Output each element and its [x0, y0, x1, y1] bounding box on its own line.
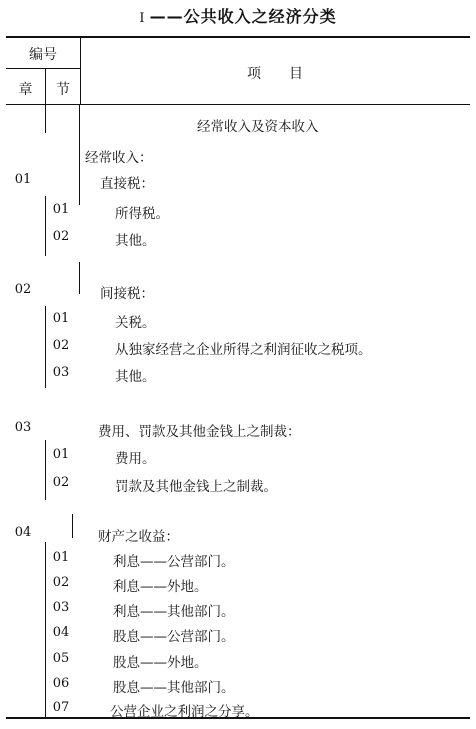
header-item: 项 目 [247, 66, 303, 82]
row-chapter: 01 [14, 172, 32, 187]
row-section: 01 [52, 447, 70, 462]
row-chapter: 04 [14, 525, 32, 540]
row-section: 02 [52, 575, 70, 590]
row-section: 04 [52, 625, 70, 640]
body-divider-2 [79, 105, 80, 205]
row-text: 罚款及其他金钱上之制裁。 [115, 479, 277, 495]
row-text: 股息——公营部门。 [113, 629, 235, 645]
header-mid-rule [6, 68, 80, 69]
row-text: 利息——其他部门。 [113, 604, 235, 620]
body-divider-4 [79, 262, 80, 294]
row-text: 利息——公营部门。 [113, 554, 235, 570]
body-divider-3 [45, 196, 46, 256]
row-text: 直接税： [100, 176, 154, 192]
body-divider-6 [45, 440, 46, 500]
row-section: 06 [52, 676, 70, 691]
title-text: ——公共收入之经济分类 [149, 7, 337, 26]
header-section: 节 [56, 82, 70, 98]
body-divider-5 [45, 306, 46, 388]
body-divider-7 [72, 514, 73, 538]
body-divider-1 [45, 105, 46, 133]
row-section: 05 [52, 651, 70, 666]
row-chapter: 02 [14, 282, 32, 297]
title-numeral: I [139, 11, 146, 26]
row-text: 从独家经营之企业所得之利润征收之税项。 [115, 342, 372, 358]
row-text: 股息——外地。 [113, 655, 208, 671]
row-text: 所得税。 [115, 206, 169, 222]
row-chapter: 03 [14, 420, 32, 435]
row-section: 07 [52, 700, 70, 715]
header-bottom-rule [6, 104, 470, 105]
header-code: 编号 [29, 47, 57, 63]
row-section: 01 [52, 311, 70, 326]
row-text: 其他。 [115, 369, 156, 385]
row-text: 其他。 [115, 233, 156, 249]
body-divider-8 [45, 542, 46, 718]
row-text: 经常收入： [85, 150, 153, 166]
row-text: 间接税： [100, 286, 154, 302]
row-section: 03 [52, 365, 70, 380]
row-section: 02 [52, 475, 70, 490]
row-section: 01 [52, 202, 70, 217]
row-section: 02 [52, 338, 70, 353]
row-text: 关税。 [115, 315, 156, 331]
row-section: 02 [52, 229, 70, 244]
row-text: 财产之收益： [98, 529, 179, 545]
row-text: 公营企业之利润之分享。 [110, 704, 259, 720]
row-text: 股息——其他部门。 [113, 680, 235, 696]
row-text: 费用、罚款及其他金钱上之制裁： [98, 424, 301, 440]
top-heading: 经常收入及资本收入 [197, 119, 319, 135]
row-text: 费用。 [115, 451, 156, 467]
header-chapter: 章 [18, 82, 33, 98]
row-section: 01 [52, 550, 70, 565]
table-top-rule [6, 36, 470, 38]
page-title [0, 4, 476, 27]
row-text: 利息——外地。 [113, 579, 208, 595]
row-section: 03 [52, 600, 70, 615]
